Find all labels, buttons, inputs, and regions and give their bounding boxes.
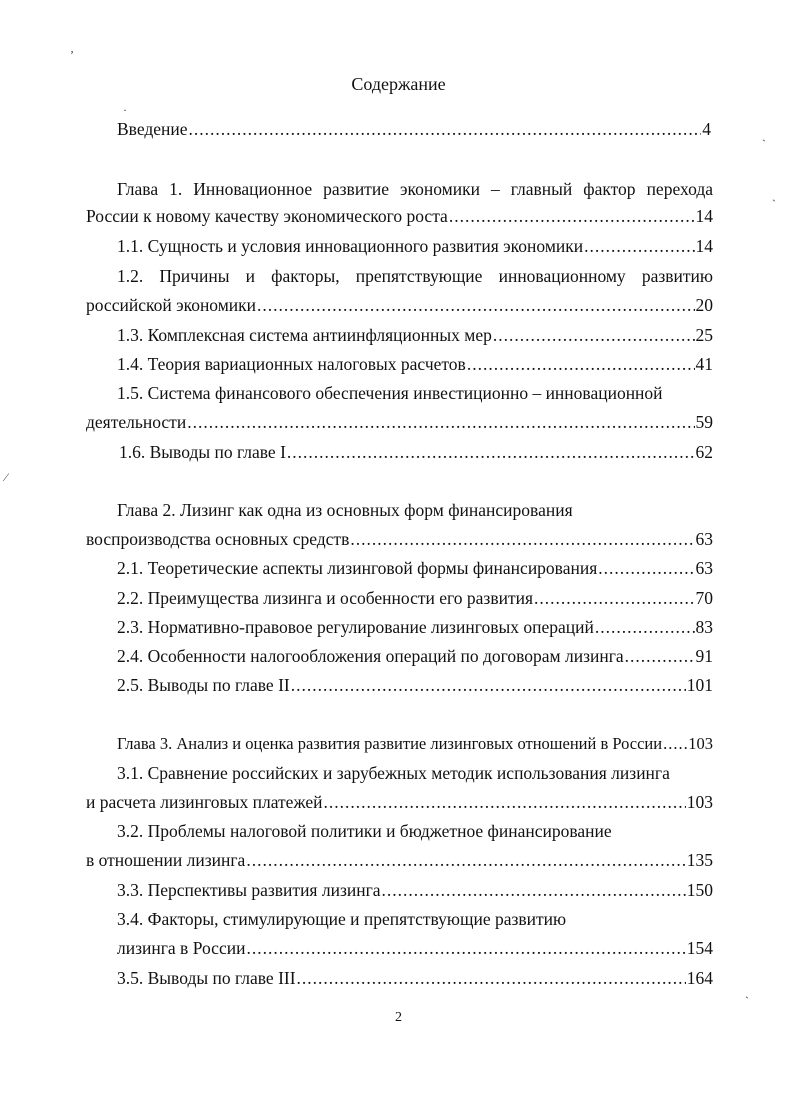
toc-page-number: 150 xyxy=(686,880,713,900)
toc-page-number: 91 xyxy=(695,646,713,666)
toc-page-number: 70 xyxy=(695,588,713,608)
leader-dots xyxy=(257,294,694,316)
toc-entry-1-1[interactable] xyxy=(117,235,713,257)
toc-chapter-1-heading-line1: Глава 1. Инновационное развитие экономики – главный фактор перехода xyxy=(117,179,713,199)
toc-entry-text: 2.1. Теоретические аспекты лизинговой формы финансирования xyxy=(117,558,598,578)
toc-entry-text: 3.5. Выводы по главе III xyxy=(117,968,296,988)
toc-chapter-3[interactable] xyxy=(117,733,713,755)
toc-entry-1-5-line1: 1.5. Система финансового обеспечения инвестиционно – инновационной xyxy=(117,383,663,403)
toc-entry-3-1[interactable] xyxy=(86,791,713,813)
scan-speck: ⁄ xyxy=(5,470,8,484)
toc-entry-text: 1.3. Комплексная система антиинфляционных мер xyxy=(117,325,492,345)
toc-page-number: 25 xyxy=(695,325,713,345)
leader-dots xyxy=(449,205,695,227)
leader-dots xyxy=(534,587,694,609)
page-title: Содержание xyxy=(351,74,446,94)
toc-entry-3-1-line1: 3.1. Сравнение российских и зарубежных методик использования лизинга xyxy=(117,763,670,783)
scan-speck: ˋ xyxy=(772,197,776,211)
toc-entry-3-5[interactable] xyxy=(117,967,713,989)
toc-page-number: 59 xyxy=(695,412,713,432)
page-number: 2 xyxy=(395,1010,402,1025)
toc-entry-2-5[interactable] xyxy=(117,674,713,696)
toc-page-number: 63 xyxy=(695,529,713,549)
leader-dots xyxy=(291,674,686,696)
toc-entry-2-1[interactable] xyxy=(117,557,713,579)
toc-page-number: 101 xyxy=(686,675,713,695)
toc-entry-text: и расчета лизинговых платежей xyxy=(86,792,323,812)
toc-entry-3-2[interactable] xyxy=(86,849,713,871)
leader-dots xyxy=(382,879,686,901)
leader-dots xyxy=(246,937,685,959)
toc-entry-1-3[interactable] xyxy=(117,324,713,346)
leader-dots xyxy=(323,791,685,813)
toc-entry-text: 2.5. Выводы по главе II xyxy=(117,675,290,695)
toc-page-number: 41 xyxy=(695,354,713,374)
toc-entry-text: воспроизводства основных средств xyxy=(86,529,350,549)
toc-entry-text: 3.3. Перспективы развития лизинга xyxy=(117,880,381,900)
toc-chapter-1[interactable] xyxy=(86,205,713,227)
toc-entry-text: деятельности xyxy=(86,412,187,432)
toc-entry-3-4-line1: 3.4. Факторы, стимулирующие и препятствующие развитию xyxy=(117,909,567,929)
leader-dots xyxy=(493,324,695,346)
toc-page-number: 103 xyxy=(686,792,713,812)
leader-dots xyxy=(595,616,695,638)
toc-page-number: 135 xyxy=(686,850,713,870)
toc-page-number: 63 xyxy=(695,558,713,578)
leader-dots xyxy=(189,118,702,140)
toc-page-number: 20 xyxy=(695,295,713,315)
leader-dots xyxy=(663,733,687,755)
toc-entry-1-2[interactable] xyxy=(86,294,713,316)
toc-entry-text: Глава 3. Анализ и оценка развития развитие лизинговых отношений в России xyxy=(117,734,663,753)
toc-entry-1-2-line1: 1.2. Причины и факторы, препятствующие инновационному развитию xyxy=(117,266,713,286)
toc-page-number: 164 xyxy=(686,968,713,988)
toc-entry-1-4[interactable] xyxy=(117,353,713,375)
scan-speck: · xyxy=(123,103,127,117)
toc-entry-3-4[interactable] xyxy=(117,937,713,959)
scan-speck: ʼ xyxy=(70,48,74,62)
toc-page-number: 14 xyxy=(695,236,713,256)
toc-entry-text: российской экономики xyxy=(86,295,257,315)
toc-entry-text: 2.2. Преимущества лизинга и особенности его развития xyxy=(117,588,534,608)
toc-entry-3-3[interactable] xyxy=(117,879,713,901)
leader-dots xyxy=(467,353,695,375)
toc-entry-text: России к новому качеству экономического роста xyxy=(86,206,448,226)
toc-entry-1-5[interactable] xyxy=(86,411,713,433)
toc-chapter-2[interactable] xyxy=(86,528,713,550)
toc-entry-2-2[interactable] xyxy=(117,587,713,609)
toc-entry-1-6[interactable] xyxy=(119,441,713,463)
toc-page-number: 83 xyxy=(695,617,713,637)
leader-dots xyxy=(584,235,694,257)
toc-entry-intro[interactable] xyxy=(117,118,711,140)
toc-entry-text: лизинга в России xyxy=(117,938,246,958)
leader-dots xyxy=(350,528,694,550)
toc-entry-text: 1.4. Теория вариационных налоговых расчетов xyxy=(117,354,466,374)
toc-page-number: 62 xyxy=(695,442,713,462)
toc-entry-text: 2.4. Особенности налогообложения операций по договорам лизинга xyxy=(117,646,624,666)
leader-dots xyxy=(297,967,686,989)
toc-entry-2-4[interactable] xyxy=(117,645,713,667)
toc-entry-text: 1.6. Выводы по главе I xyxy=(119,442,286,462)
leader-dots xyxy=(598,557,694,579)
leader-dots xyxy=(246,849,685,871)
toc-entry-text: в отношении лизинга xyxy=(86,850,246,870)
toc-entry-text: 1.1. Сущность и условия инновационного развития экономики xyxy=(117,236,584,256)
toc-entry-2-3[interactable] xyxy=(117,616,713,638)
toc-page-number: 14 xyxy=(695,206,713,226)
toc-chapter-2-heading-line1: Глава 2. Лизинг как одна из основных форм финансирования xyxy=(117,500,573,520)
toc-entry-text: 2.3. Нормативно-правовое регулирование лизинговых операций xyxy=(117,617,594,637)
leader-dots xyxy=(287,441,695,463)
toc-page-number: 154 xyxy=(686,938,713,958)
scan-speck: ˎ xyxy=(745,985,749,999)
leader-dots xyxy=(625,645,695,667)
toc-entry-text: Введение xyxy=(117,119,188,139)
scan-speck: ˎ xyxy=(762,128,766,142)
toc-page-number: 103 xyxy=(688,734,713,753)
leader-dots xyxy=(187,411,694,433)
toc-entry-3-2-line1: 3.2. Проблемы налоговой политики и бюджетное финансирование xyxy=(117,821,612,841)
toc-page-number: 4 xyxy=(702,119,711,139)
